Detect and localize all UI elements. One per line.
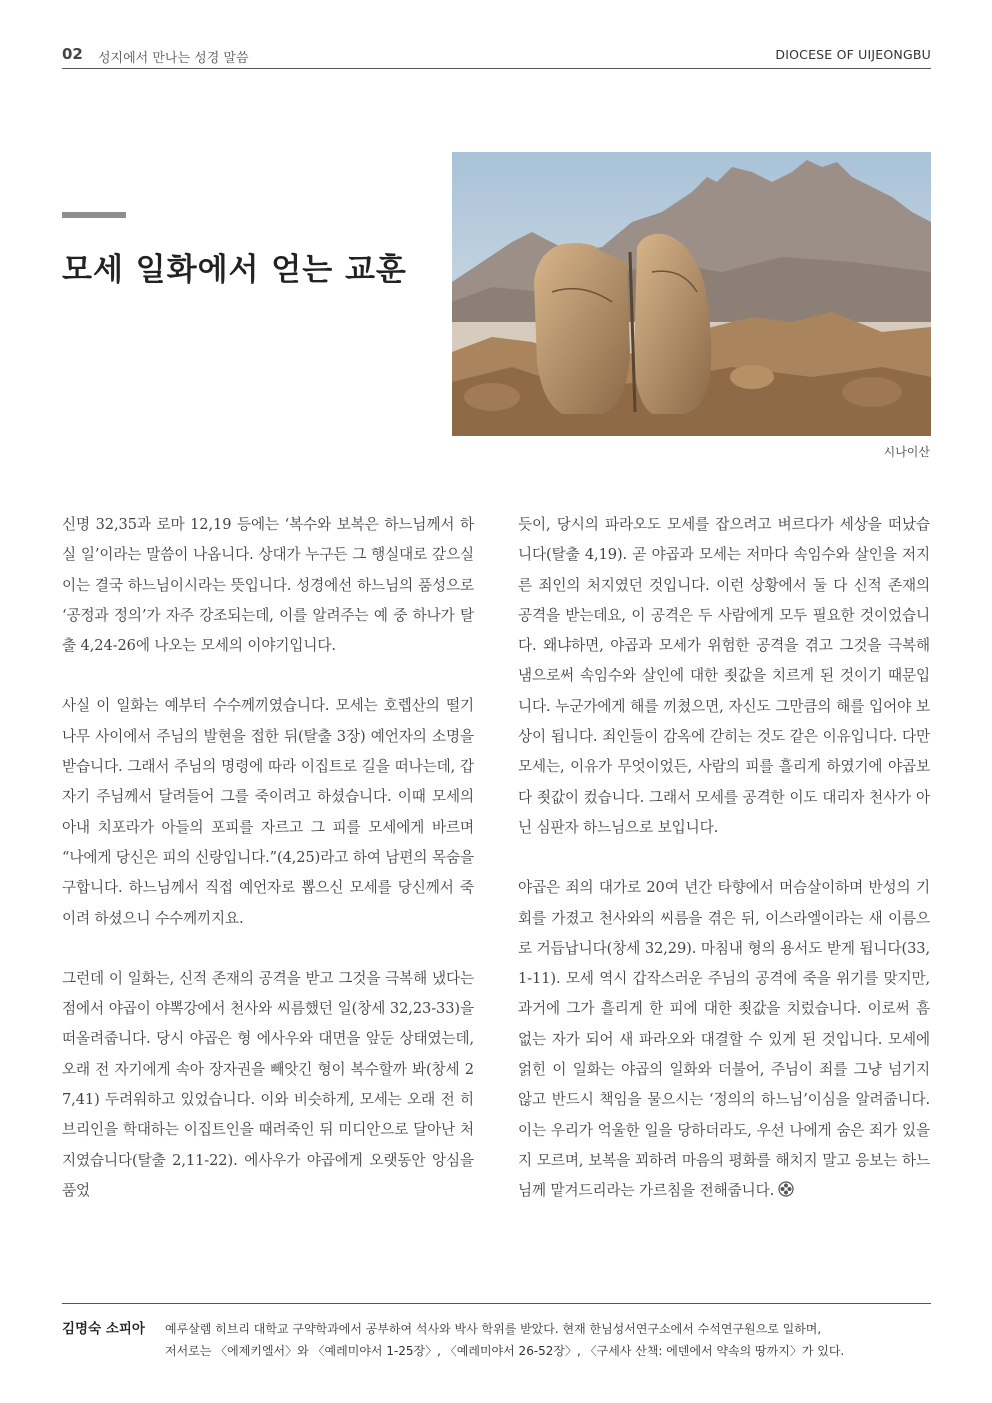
diocese-label: DIOCESE OF UIJEONGBU [775,47,931,62]
author-bio [165,1318,931,1362]
section-title: 성지에서 만나는 성경 말씀 [98,51,249,66]
title-accent-bar [62,212,126,218]
mount-sinai-photo [452,152,931,436]
footer-divider [62,1303,931,1304]
article-title: 모세 일화에서 얻는 교훈 [62,252,407,288]
flower-end-mark-icon [778,1178,794,1194]
author-bio-line: 저서로는 〈에제키엘서〉와 〈예레미야서 1-25장〉, 〈예레미야서 26-52장〉, 〈구세사 산책: 에덴에서 약속의 땅까지〉가 있다. [165,1344,845,1358]
left-column [62,510,474,1236]
page-number: 02 [62,45,83,63]
paragraph: 듯이, 당시의 파라오도 모세를 잡으려고 벼르다가 세상을 떠났습니다(탈출 4,19). 곧 야곱과 모세는 저마다 속임수와 살인을 저지른 죄인의 처지였던 것입니다. 이런 상황에서 둘 다 신적 존재의 공격을 받는데요, 이 공격은 두 사람에게 모두 필요한 것이었습니다. 왜냐하면, 야곱과 모세가 위험한 공격을 겪고 그것을 극복해 냄으로써 속임수와 살인에 대한 죗값을 치르게 된 것이기 때문입니다. 누군가에게 해를 끼쳤으면, 자신도 그만큼의 해를 입어야 보상이 됩니다. 죄인들이 감옥에 갇히는 것도 같은 이유입니다. 다만 모세는, 이유가 무엇이었든, 사람의 피를 흘리게 하였기에 야곱보다 죗값이 컸습니다. 그래서 모세를 공격한 이도 대리자 천사가 아닌 심판자 하느님으로 보입니다. [518,516,930,836]
photo-caption: 시나이산 [883,445,930,459]
author-name: 김명숙 소피아 [62,1321,145,1337]
paragraph-final [518,873,930,1206]
paragraph: 신명 32,35과 로마 12,19 등에는 ‘복수와 보복은 하느님께서 하실 일’이라는 말씀이 나옵니다. 상대가 누구든 그 행실대로 갚으실 이는 결국 하느님이시라는 뜻입니다. 성경에선 하느님의 품성으로 ‘공정과 정의’가 자주 강조되는데, 이를 알려주는 예 중 하나가 탈출 4,24-26에 나오는 모세의 이야기입니다. [62,516,474,655]
paragraph: 사실 이 일화는 예부터 수수께끼였습니다. 모세는 호렙산의 떨기나무 사이에서 주님의 발현을 접한 뒤(탈출 3장) 예언자의 소명을 받습니다. 그래서 주님의 명령에 따라 이집트로 길을 떠나는데, 갑자기 주님께서 달려들어 그를 죽이려고 하셨습니다. 이때 모세의 아내 치포라가 아들의 포피를 자르고 그 피를 모세에게 바르며 “나에게 당신은 피의 신랑입니다.”(4,25)라고 하여 남편의 목숨을 구합니다. 하느님께서 직접 예언자로 뽑으신 모세를 당신께서 죽이려 하셨으니 수수께끼지요. [62,697,474,927]
photo-illustration [452,152,931,436]
paragraph-text: 야곱은 죄의 대가로 20여 년간 타향에서 머슴살이하며 반성의 기회를 가졌고 천사와의 씨름을 겪은 뒤, 이스라엘이라는 새 이름으로 거듭납니다(창세 32,29). 마침내 형의 용서도 받게 됩니다(33,1-11). 모세 역시 갑작스러운 주님의 공격에 죽을 위기를 맞지만, 과거에 그가 흘리게 한 피에 대한 죗값을 치렀습니다. 이로써 흠 없는 자가 되어 새 파라오와 대결할 수 있게 된 것입니다. 모세에 얽힌 이 일화는 야곱의 일화와 더불어, 주님이 죄를 그냥 넘기지 않고 반드시 책임을 물으시는 ‘정의의 하느님’이심을 알려줍니다. 이는 우리가 억울한 일을 당하더라도, 우선 나에게 숨은 죄가 있을지 모르며, 보복을 꾀하려 마음의 평화를 해치지 말고 응보는 하느님께 맡겨드리라는 가르침을 전해줍니다. [518,879,930,1200]
author-bio-line: 예루살렘 히브리 대학교 구약학과에서 공부하여 석사와 박사 학위를 받았다. 현재 한님성서연구소에서 수석연구원으로 일하며, [165,1322,822,1336]
right-column [518,510,930,1237]
paragraph: 그런데 이 일화는, 신적 존재의 공격을 받고 그것을 극복해 냈다는 점에서 야곱이 야뽁강에서 천사와 씨름했던 일(창세 32,23-33)을 떠올려줍니다. 당시 야곱은 형 에사우와 대면을 앞둔 상태였는데, 오래 전 자기에게 속아 장자권을 빼앗긴 형이 복수할까 봐(창세 27,41) 두려워하고 있었습니다. 이와 비슷하게, 모세는 오래 전 히브리인을 학대하는 이집트인을 때려죽인 뒤 미디안으로 달아난 처지였습니다(탈출 2,11-22). 에사우가 야곱에게 오랫동안 앙심을 품었 [62,969,474,1199]
page-header [62,44,931,69]
